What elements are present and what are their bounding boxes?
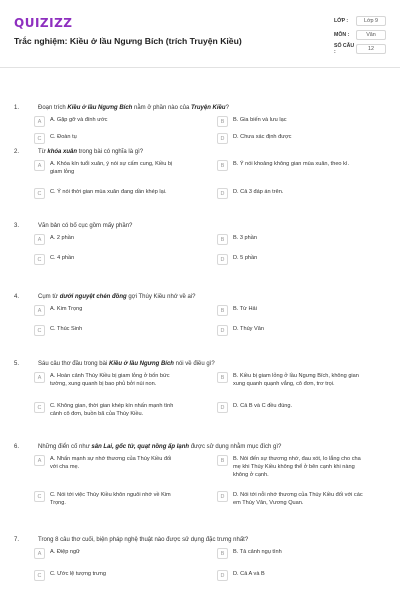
option-letter-box[interactable]: C — [34, 570, 45, 581]
option-text: D. Nói tới nỗi nhớ thương của Thúy Kiều đối với các em Thúy Vân, Vương Quan. — [233, 492, 363, 506]
meta-key: LỚP : — [334, 18, 349, 24]
option-text: D. Cả B và C đều đúng. — [233, 403, 293, 409]
header-divider — [0, 67, 400, 68]
question-text-part: gợi Thúy Kiều nhớ về ai? — [126, 294, 196, 300]
question-number: 5. — [14, 361, 20, 367]
option-letter-box[interactable]: A — [34, 305, 45, 316]
option-letter-box[interactable]: B — [217, 160, 228, 171]
question-6 — [14, 443, 386, 451]
option-text: C. Ước lệ tượng trưng — [50, 571, 106, 577]
option-d[interactable] — [217, 325, 363, 336]
option-text: A. Hoàn cảnh Thúy Kiều bị giam lỏng ở bốn bức tường, xung quanh bị bao phủ bởi núi non. — [50, 373, 170, 387]
option-text: A. Điệp ngữ — [50, 549, 80, 555]
option-d[interactable] — [217, 570, 363, 581]
question-text-part: Những điển cố như — [38, 444, 92, 450]
worksheet-title: Trắc nghiệm: Kiều ở lầu Ngưng Bích (trích Truyện Kiều) — [14, 36, 242, 46]
option-text: B. Kiều bị giam lỏng ở lầu Ngưng Bích, không gian xung quanh quạnh vắng, cô đơn, trơ trọi. — [233, 373, 359, 387]
option-text: C. Đoàn tụ — [50, 134, 77, 140]
option-d[interactable] — [217, 254, 363, 265]
question-text-part: Sáu câu thơ đầu trong bài — [38, 361, 109, 367]
option-text: A. Khóa kín tuổi xuân, ý nói sự cấm cung, Kiều bị giam lỏng — [50, 161, 173, 175]
option-c[interactable] — [34, 570, 180, 581]
question-number: 7. — [14, 537, 20, 543]
option-letter-box[interactable]: C — [34, 133, 45, 144]
option-letter-box[interactable]: C — [34, 325, 45, 336]
question-text-part: Văn bản có bố cục gồm mấy phần? — [38, 223, 133, 229]
question-number: 4. — [14, 294, 20, 300]
option-text: A. 2 phần — [50, 235, 74, 241]
question-text — [38, 104, 386, 112]
option-text: B. Tả cảnh ngụ tình — [233, 549, 282, 555]
question-5 — [14, 360, 386, 368]
option-d[interactable] — [217, 133, 363, 144]
option-b[interactable] — [217, 160, 363, 171]
meta-row-subject — [334, 28, 386, 42]
option-letter-box[interactable]: B — [217, 455, 228, 466]
question-text-part: ? — [225, 105, 229, 111]
option-a[interactable] — [34, 372, 180, 388]
option-letter-box[interactable]: A — [34, 160, 45, 171]
option-text: C. Ý nói thời gian mùa xuân đang dần khép lại. — [50, 189, 167, 195]
option-text: B. Từ Hải — [233, 306, 257, 312]
option-text: D. Thúy Vân — [233, 326, 264, 332]
question-text — [38, 536, 386, 544]
option-letter-box[interactable]: A — [34, 372, 45, 383]
option-c[interactable] — [34, 188, 180, 199]
option-text: D. Cả 3 đáp án trên. — [233, 189, 284, 195]
option-c[interactable] — [34, 254, 180, 265]
question-text-part: Cụm từ — [38, 294, 60, 300]
option-letter-box[interactable]: D — [217, 254, 228, 265]
option-text: A. Kim Trọng — [50, 306, 83, 312]
option-d[interactable] — [217, 491, 363, 507]
meta-value: 12 — [356, 44, 386, 54]
option-text: B. Nói đến sự thương nhớ, đau xót, lo lắng cho cha mẹ khi Thúy Kiều không thể ở bên cạnh khi nàng không ở cạnh. — [233, 456, 361, 478]
question-stem — [14, 360, 386, 368]
question-number: 6. — [14, 444, 20, 450]
meta-key: SỐ CÂU : — [334, 43, 355, 55]
option-b[interactable] — [217, 305, 363, 316]
option-letter-box[interactable]: A — [34, 116, 45, 127]
option-text: C. Nói tới việc Thúy Kiều khôn nguôi nhớ về Kim Trọng. — [50, 492, 171, 506]
option-c[interactable] — [34, 491, 180, 507]
option-letter-box[interactable]: B — [217, 305, 228, 316]
option-text: D. 5 phần — [233, 255, 258, 261]
option-text: C. Không gian, thời gian khép kín nhấn mạnh tình cảnh cô đơn, buồn bã của Thúy Kiều. — [50, 403, 174, 417]
worksheet-header — [14, 14, 386, 62]
option-c[interactable] — [34, 325, 180, 336]
option-b[interactable] — [217, 116, 363, 127]
option-letter-box[interactable]: B — [217, 116, 228, 127]
question-text-part: Từ — [38, 149, 48, 155]
option-letter-box[interactable]: B — [217, 372, 228, 383]
option-text: D. Cả A và B — [233, 571, 265, 577]
question-1 — [14, 104, 386, 112]
question-emphasis: khóa xuân — [47, 149, 78, 155]
question-3 — [14, 222, 386, 230]
option-b[interactable] — [217, 234, 363, 245]
option-a[interactable] — [34, 116, 180, 127]
question-number: 2. — [14, 149, 20, 155]
question-stem — [14, 443, 386, 451]
option-b[interactable] — [217, 455, 363, 479]
option-letter-box[interactable]: C — [34, 188, 45, 199]
question-number: 3. — [14, 223, 20, 229]
option-letter-box[interactable]: C — [34, 491, 45, 502]
question-stem — [14, 222, 386, 230]
question-text-part: Trong 8 câu thơ cuối, biện pháp nghệ thuật nào được sử dụng đặc trưng nhất? — [38, 537, 249, 543]
question-emphasis: Kiều ở lầu Ngưng Bích — [67, 105, 133, 111]
question-4 — [14, 293, 386, 301]
option-text: C. Thúc Sinh — [50, 326, 83, 332]
question-emphasis: Truyện Kiều — [190, 105, 226, 111]
question-text — [38, 443, 386, 451]
option-letter-box[interactable]: A — [34, 234, 45, 245]
option-text: A. Nhấn mạnh sự nhớ thương của Thúy Kiều đối với cha mẹ. — [50, 456, 172, 470]
meta-row-class — [334, 14, 386, 28]
option-letter-box[interactable]: A — [34, 455, 45, 466]
option-a[interactable] — [34, 234, 180, 245]
option-text: D. Chưa xác định được — [233, 134, 292, 140]
option-c[interactable] — [34, 133, 180, 144]
option-letter-box[interactable]: D — [217, 402, 228, 413]
question-stem — [14, 148, 386, 156]
option-d[interactable] — [217, 188, 363, 199]
option-letter-box[interactable]: B — [217, 234, 228, 245]
quizizz-logo: QUIZIZZ — [14, 16, 73, 30]
meta-key: MÔN : — [334, 32, 350, 38]
option-letter-box[interactable]: D — [217, 188, 228, 199]
option-b[interactable] — [217, 548, 363, 559]
question-number: 1. — [14, 105, 20, 111]
option-letter-box[interactable]: D — [217, 325, 228, 336]
option-letter-box[interactable]: A — [34, 548, 45, 559]
option-b[interactable] — [217, 372, 363, 388]
option-text: B. Ý nói khoảng không gian mùa xuân, theo kì. — [233, 161, 349, 167]
question-text-part: Đoạn trích — [38, 105, 68, 111]
option-text: A. Gặp gỡ và đính ước — [50, 117, 108, 123]
question-text — [38, 148, 386, 156]
question-emphasis: sân Lai, gốc tử, quạt nồng ấp lạnh — [91, 444, 190, 450]
question-emphasis: Kiều ở lầu Ngưng Bích — [108, 361, 174, 367]
option-a[interactable] — [34, 305, 180, 316]
meta-value: Văn — [356, 30, 386, 40]
question-text — [38, 222, 386, 230]
question-text — [38, 293, 386, 301]
question-text — [38, 360, 386, 368]
question-text-part: trong bài có nghĩa là gì? — [77, 149, 144, 155]
option-c[interactable] — [34, 402, 180, 418]
option-text: B. Gia biến và lưu lạc — [233, 117, 287, 123]
option-letter-box[interactable]: D — [217, 491, 228, 502]
question-stem — [14, 536, 386, 544]
option-a[interactable] — [34, 548, 180, 559]
question-stem — [14, 293, 386, 301]
option-letter-box[interactable]: C — [34, 402, 45, 413]
option-text: B. 3 phần — [233, 235, 257, 241]
option-a[interactable] — [34, 455, 180, 471]
question-7 — [14, 536, 386, 544]
option-d[interactable] — [217, 402, 363, 413]
option-letter-box[interactable]: D — [217, 570, 228, 581]
question-text-part: nói về điều gì? — [173, 361, 215, 367]
question-text-part: được sử dụng nhằm mục đích gì? — [189, 444, 282, 450]
question-stem — [14, 104, 386, 112]
option-letter-box[interactable]: B — [217, 548, 228, 559]
meta-value: Lớp 9 — [356, 16, 386, 26]
option-letter-box[interactable]: D — [217, 133, 228, 144]
option-letter-box[interactable]: C — [34, 254, 45, 265]
question-emphasis: dưới nguyệt chén đồng — [59, 294, 127, 300]
question-2 — [14, 148, 386, 156]
option-a[interactable] — [34, 160, 180, 176]
meta-row-count — [334, 42, 386, 56]
question-text-part: nằm ở phần nào của — [132, 105, 191, 111]
option-text: C. 4 phần — [50, 255, 75, 261]
meta-box — [334, 14, 386, 56]
